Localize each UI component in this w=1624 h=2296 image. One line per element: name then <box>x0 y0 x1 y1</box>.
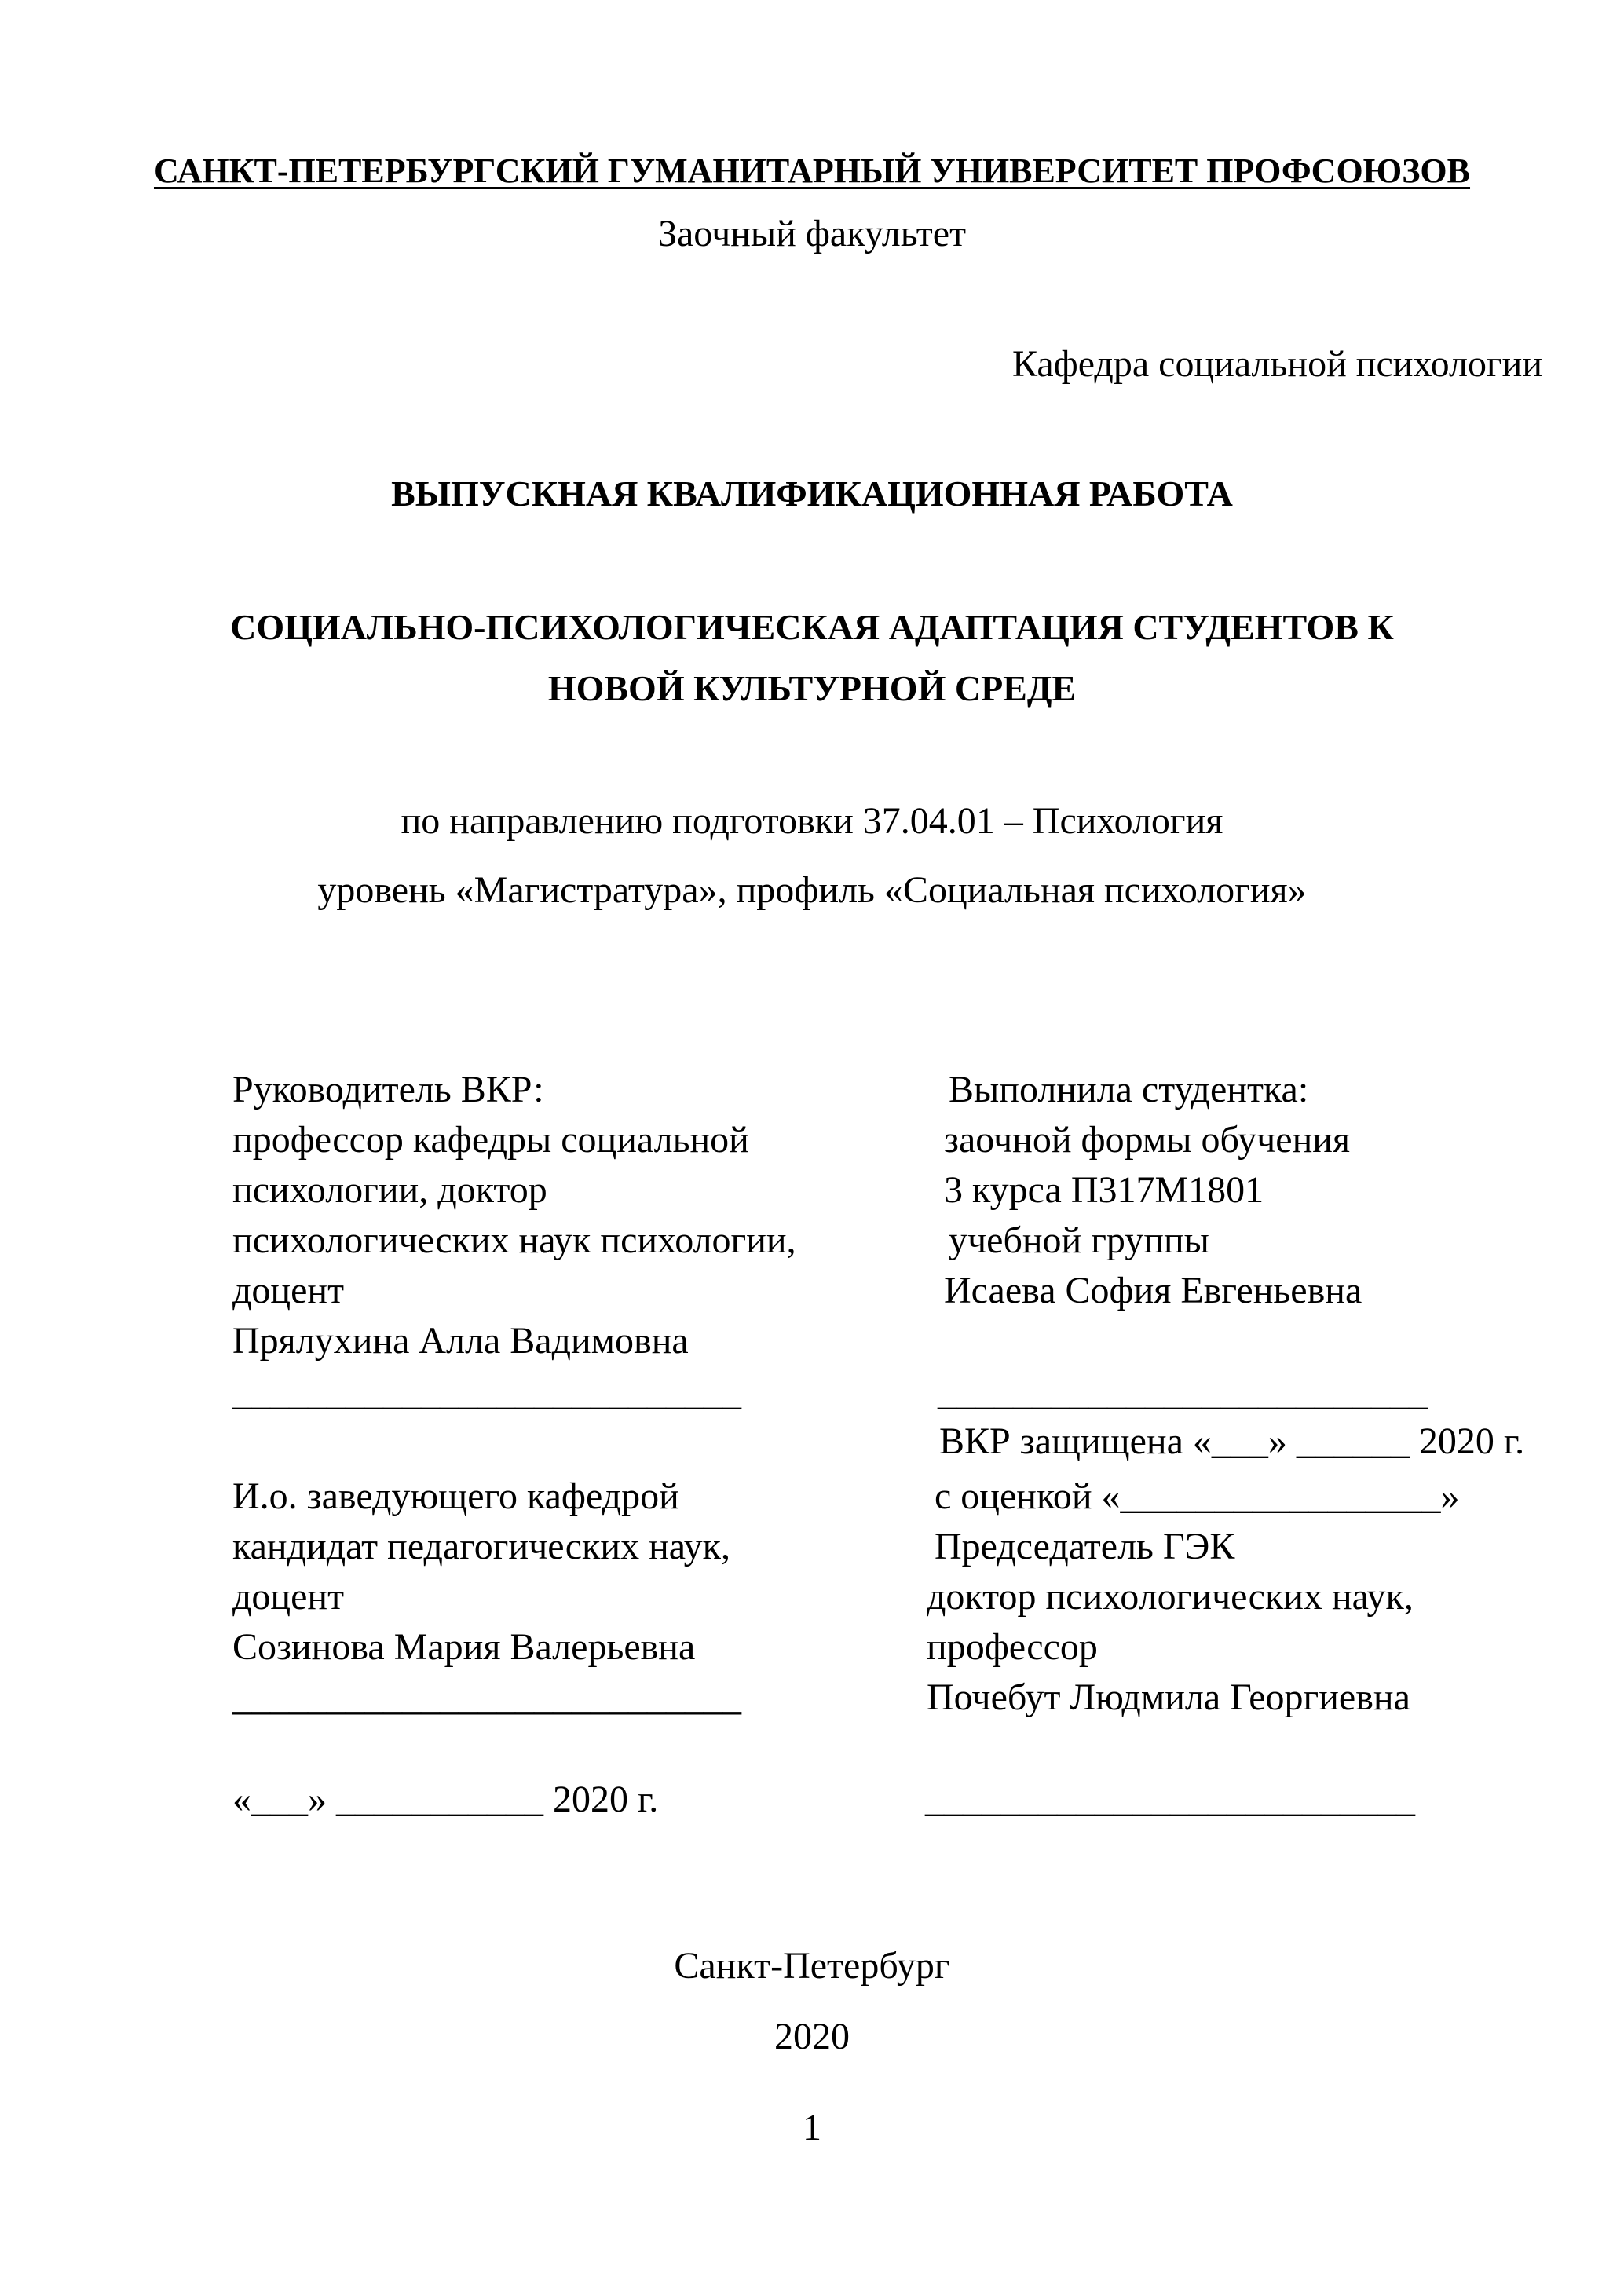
defense-date: ВКР защищена «___» ______ 2020 г. <box>939 1420 1525 1462</box>
work-type: ВЫПУСКНАЯ КВАЛИФИКАЦИОННАЯ РАБОТА <box>391 473 1233 514</box>
supervisor-position-2: психологии, доктор <box>232 1169 547 1211</box>
student-heading: Выполнила студентка: <box>949 1069 1309 1110</box>
direction-line-2: уровень «Магистратура», профиль «Социальная психология» <box>317 869 1307 911</box>
head-heading: И.о. заведующего кафедрой <box>232 1475 679 1517</box>
thesis-title-line-2: НОВОЙ КУЛЬТУРНОЙ СРЕДЕ <box>547 668 1077 708</box>
student-study-form: заочной формы обучения <box>944 1119 1351 1161</box>
head-title: доцент <box>232 1576 345 1618</box>
defense-grade: с оценкой «_________________» <box>935 1475 1460 1517</box>
faculty-name: Заочный факультет <box>657 213 967 254</box>
signing-date: «___» ___________ 2020 г. <box>232 1779 659 1820</box>
supervisor-heading: Руководитель ВКР: <box>232 1069 544 1110</box>
direction-line-1: по направлению подготовки 37.04.01 – Психология <box>401 800 1223 842</box>
chair-degree: доктор психологических наук, <box>927 1576 1414 1618</box>
supervisor-name: Прялухина Алла Вадимовна <box>232 1320 689 1362</box>
student-group: учебной группы <box>949 1219 1209 1261</box>
page-number: 1 <box>803 2107 821 2148</box>
head-degree: кандидат педагогических наук, <box>232 1526 730 1567</box>
chair-signature-line: __________________________ <box>925 1779 1415 1820</box>
chair-heading: Председатель ГЭК <box>935 1526 1235 1567</box>
supervisor-position-4: доцент <box>232 1270 345 1311</box>
supervisor-signature-line: ___________________________ <box>232 1372 741 1413</box>
supervisor-position-3: психологических наук психологии, <box>232 1219 796 1261</box>
head-name: Созинова Мария Валерьевна <box>232 1626 696 1668</box>
chair-name: Почебут Людмила Георгиевна <box>927 1676 1410 1718</box>
department-name: Кафедра социальной психологии <box>1011 343 1542 385</box>
student-name: Исаева София Евгеньевна <box>944 1270 1362 1311</box>
student-signature-line: __________________________ <box>938 1372 1428 1413</box>
supervisor-position-1: профессор кафедры социальной <box>232 1119 749 1161</box>
student-course: 3 курса П317М1801 <box>944 1169 1264 1211</box>
thesis-title-line-1: СОЦИАЛЬНО-ПСИХОЛОГИЧЕСКАЯ АДАПТАЦИЯ СТУДЕНТОВ К <box>230 607 1394 647</box>
year: 2020 <box>774 2016 850 2057</box>
city: Санкт-Петербург <box>674 1945 950 1987</box>
chair-title: профессор <box>927 1626 1098 1668</box>
university-name: САНКТ-ПЕТЕРБУРГСКИЙ ГУМАНИТАРНЫЙ УНИВЕРСИТЕТ ПРОФСОЮЗОВ <box>153 152 1471 190</box>
head-signature-line: ___________________________ <box>232 1676 741 1718</box>
